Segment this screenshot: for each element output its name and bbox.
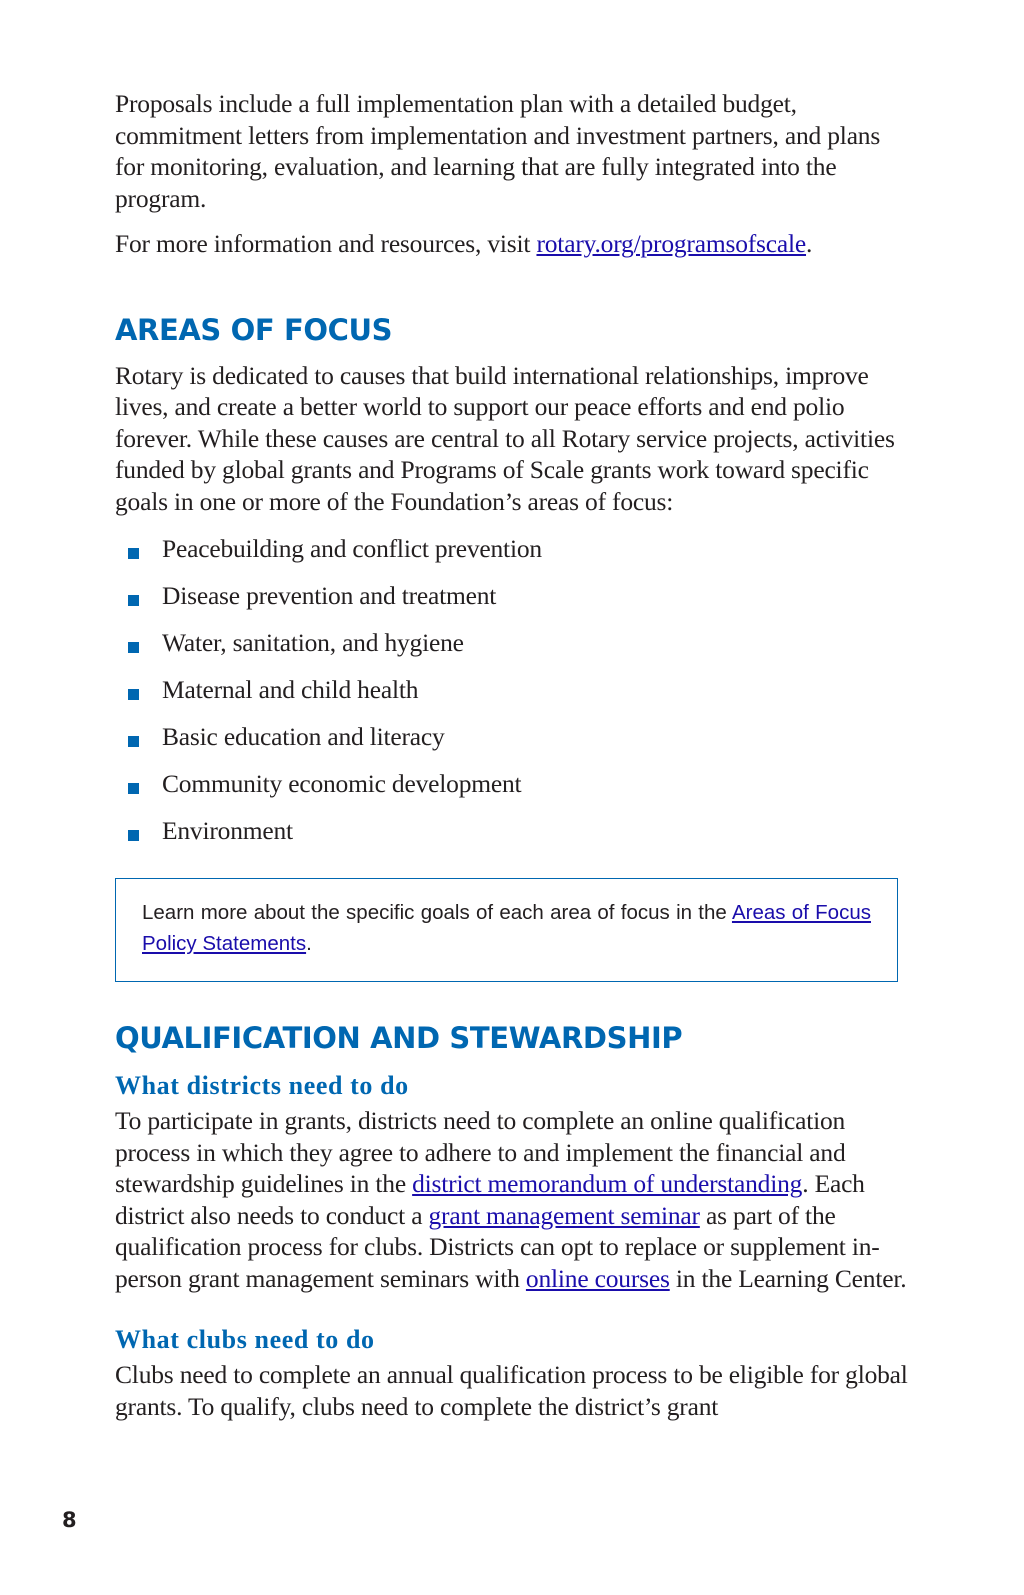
- district-mou-link[interactable]: district memorandum of understanding: [412, 1169, 803, 1198]
- programs-of-scale-link[interactable]: rotary.org/programsofscale: [536, 229, 807, 258]
- policy-statements-callout: [115, 878, 898, 982]
- bullet-square-icon: [128, 783, 139, 794]
- intro-paragraph: Proposals include a full implementation plan with a detailed budget, commitment letters from implementation and investment partners, and plans for monitoring, evaluation, and learning that are fully integrated into the program.: [115, 89, 881, 213]
- list-item: [115, 533, 915, 580]
- callout-suffix: .: [306, 932, 312, 955]
- bullet-square-icon: [128, 736, 139, 747]
- page-number: 8: [62, 1508, 77, 1532]
- bullet-square-icon: [128, 830, 139, 841]
- grant-management-seminar-link[interactable]: grant management seminar: [428, 1200, 700, 1230]
- clubs-paragraph: Clubs need to complete an annual qualification process to be eligible for global grants. To qualify, clubs need to complete the district’s grant: [115, 1360, 908, 1421]
- list-item: [115, 674, 915, 721]
- bullet-square-icon: [128, 548, 139, 559]
- list-item-label: Community economic development: [162, 769, 522, 798]
- list-item-label: Disease prevention and treatment: [162, 581, 497, 610]
- list-item-label: Maternal and child health: [162, 675, 419, 704]
- more-info-prefix: For more information and resources, visit: [115, 229, 537, 258]
- list-item-label: Water, sanitation, and hygiene: [162, 628, 464, 657]
- districts-paragraph: [115, 1105, 915, 1294]
- callout-prefix: Learn more about the specific goals of each area of focus in the: [142, 901, 732, 924]
- districts-text-2: . Each district also needs to conduct a: [115, 1169, 865, 1230]
- areas-of-focus-list: [115, 533, 915, 862]
- list-item: [115, 815, 915, 862]
- list-item-label: Environment: [162, 816, 293, 845]
- bullet-square-icon: [128, 642, 139, 653]
- list-item: [115, 580, 915, 627]
- districts-text-3: as part of the qualification process for clubs. Districts can opt to replace or supplement in-person grant management seminars with: [115, 1200, 880, 1293]
- policy-statements-link[interactable]: Areas of Focus Policy Statements: [142, 901, 871, 955]
- qualification-heading: QUALIFICATION AND STEWARDSHIP: [115, 1021, 683, 1055]
- list-item-label: Basic education and literacy: [162, 722, 445, 751]
- list-item: [115, 627, 915, 674]
- districts-text-1: To participate in grants, districts need to complete an online qualification process in which they agree to adhere to and implement the financial and stewardship guidelines in the: [115, 1106, 846, 1198]
- clubs-subheading: What clubs need to do: [115, 1325, 375, 1354]
- bullet-square-icon: [128, 595, 139, 606]
- online-courses-link[interactable]: online courses: [525, 1263, 670, 1293]
- districts-subheading: What districts need to do: [115, 1071, 409, 1100]
- more-info-suffix: .: [806, 229, 813, 258]
- areas-of-focus-paragraph: Rotary is dedicated to causes that build international relationships, improve lives, and create a better world to support our peace efforts and end polio forever. While these causes are central to all Rotary service projects, activities funded by global grants and Programs of Scale grants work toward specific goals in one or more of the Foundation’s areas of focus:: [115, 360, 895, 516]
- more-info-paragraph: [115, 228, 915, 260]
- page-content: [115, 88, 915, 1422]
- list-item: [115, 721, 915, 768]
- bullet-square-icon: [128, 689, 139, 700]
- list-item-label: Peacebuilding and conflict prevention: [162, 534, 542, 563]
- districts-text-4: in the Learning Center.: [669, 1263, 907, 1293]
- list-item: [115, 768, 915, 815]
- areas-of-focus-heading: AREAS OF FOCUS: [115, 312, 393, 347]
